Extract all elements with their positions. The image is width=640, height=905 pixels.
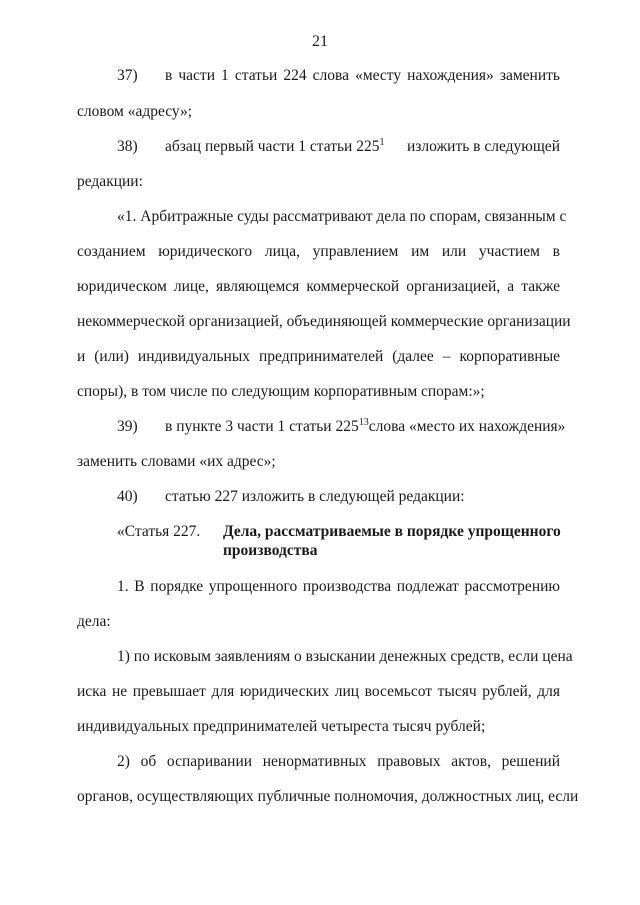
- paragraph-line: органов, осуществляющих публичные полномочия, должностных лиц, если: [77, 788, 579, 805]
- item-39-superscript: 13: [358, 417, 369, 428]
- article-title: Дела, рассматриваемые в порядке упрощенного: [223, 523, 561, 540]
- article-label: «Статья 227.: [117, 523, 201, 540]
- paragraph-line: 1) по исковым заявлениям о взыскании денежных средств, если цена: [117, 648, 573, 665]
- item-38-text-b: изложить в следующей: [406, 138, 560, 155]
- quote-line: споры), в том числе по следующим корпоративным спорам:»;: [77, 383, 485, 400]
- paragraph-line: иска не превышает для юридических лиц восемьсот тысяч рублей, для: [77, 683, 560, 700]
- item-38-superscript: 1: [379, 137, 385, 148]
- quote-line: юридическом лице, являющемся коммерческой организацией, а также: [77, 278, 560, 295]
- item-37-text: в части 1 статьи 224 слова «месту нахождения» заменить: [165, 67, 560, 84]
- quote-line: созданием юридического лица, управлением им или участием в: [77, 243, 560, 260]
- item-39-continuation: заменить словами «их адрес»;: [77, 453, 276, 470]
- quote-line: некоммерческой организацией, объединяющей коммерческие организации: [77, 313, 571, 330]
- item-40-number: 40): [117, 488, 138, 505]
- paragraph-line: 2) об оспаривании ненормативных правовых актов, решений: [117, 753, 560, 770]
- paragraph-line: индивидуальных предпринимателей четыреста тысяч рублей;: [77, 718, 486, 735]
- article-title-continuation: производства: [223, 542, 318, 559]
- item-39-number: 39): [117, 418, 138, 435]
- item-39-text: [165, 417, 566, 437]
- item-39-text-a: в пункте 3 части 1 статьи $225^{13}$: [165, 417, 369, 435]
- item-37-continuation: словом «адресу»;: [77, 103, 193, 120]
- quote-line: и (или) индивидуальных предпринимателей (далее – корпоративные: [77, 348, 560, 365]
- item-38-continuation: редакции:: [77, 173, 143, 190]
- item-38-text: [165, 137, 560, 157]
- item-39-text-b: слова «место их нахождения»: [368, 418, 566, 435]
- quote-line: «1. Арбитражные суды рассматривают дела по спорам, связанным с: [117, 208, 567, 225]
- item-40-text: статью 227 изложить в следующей редакции:: [165, 488, 465, 505]
- item-38-text-a: абзац первый части 1 статьи $225^1$: [165, 137, 385, 155]
- paragraph-line: 1. В порядке упрощенного производства подлежат рассмотрению: [117, 578, 560, 595]
- item-38-number: 38): [117, 138, 138, 155]
- paragraph-line: дела:: [77, 613, 111, 630]
- item-37-number: 37): [117, 67, 138, 84]
- page-number: 21: [312, 33, 328, 50]
